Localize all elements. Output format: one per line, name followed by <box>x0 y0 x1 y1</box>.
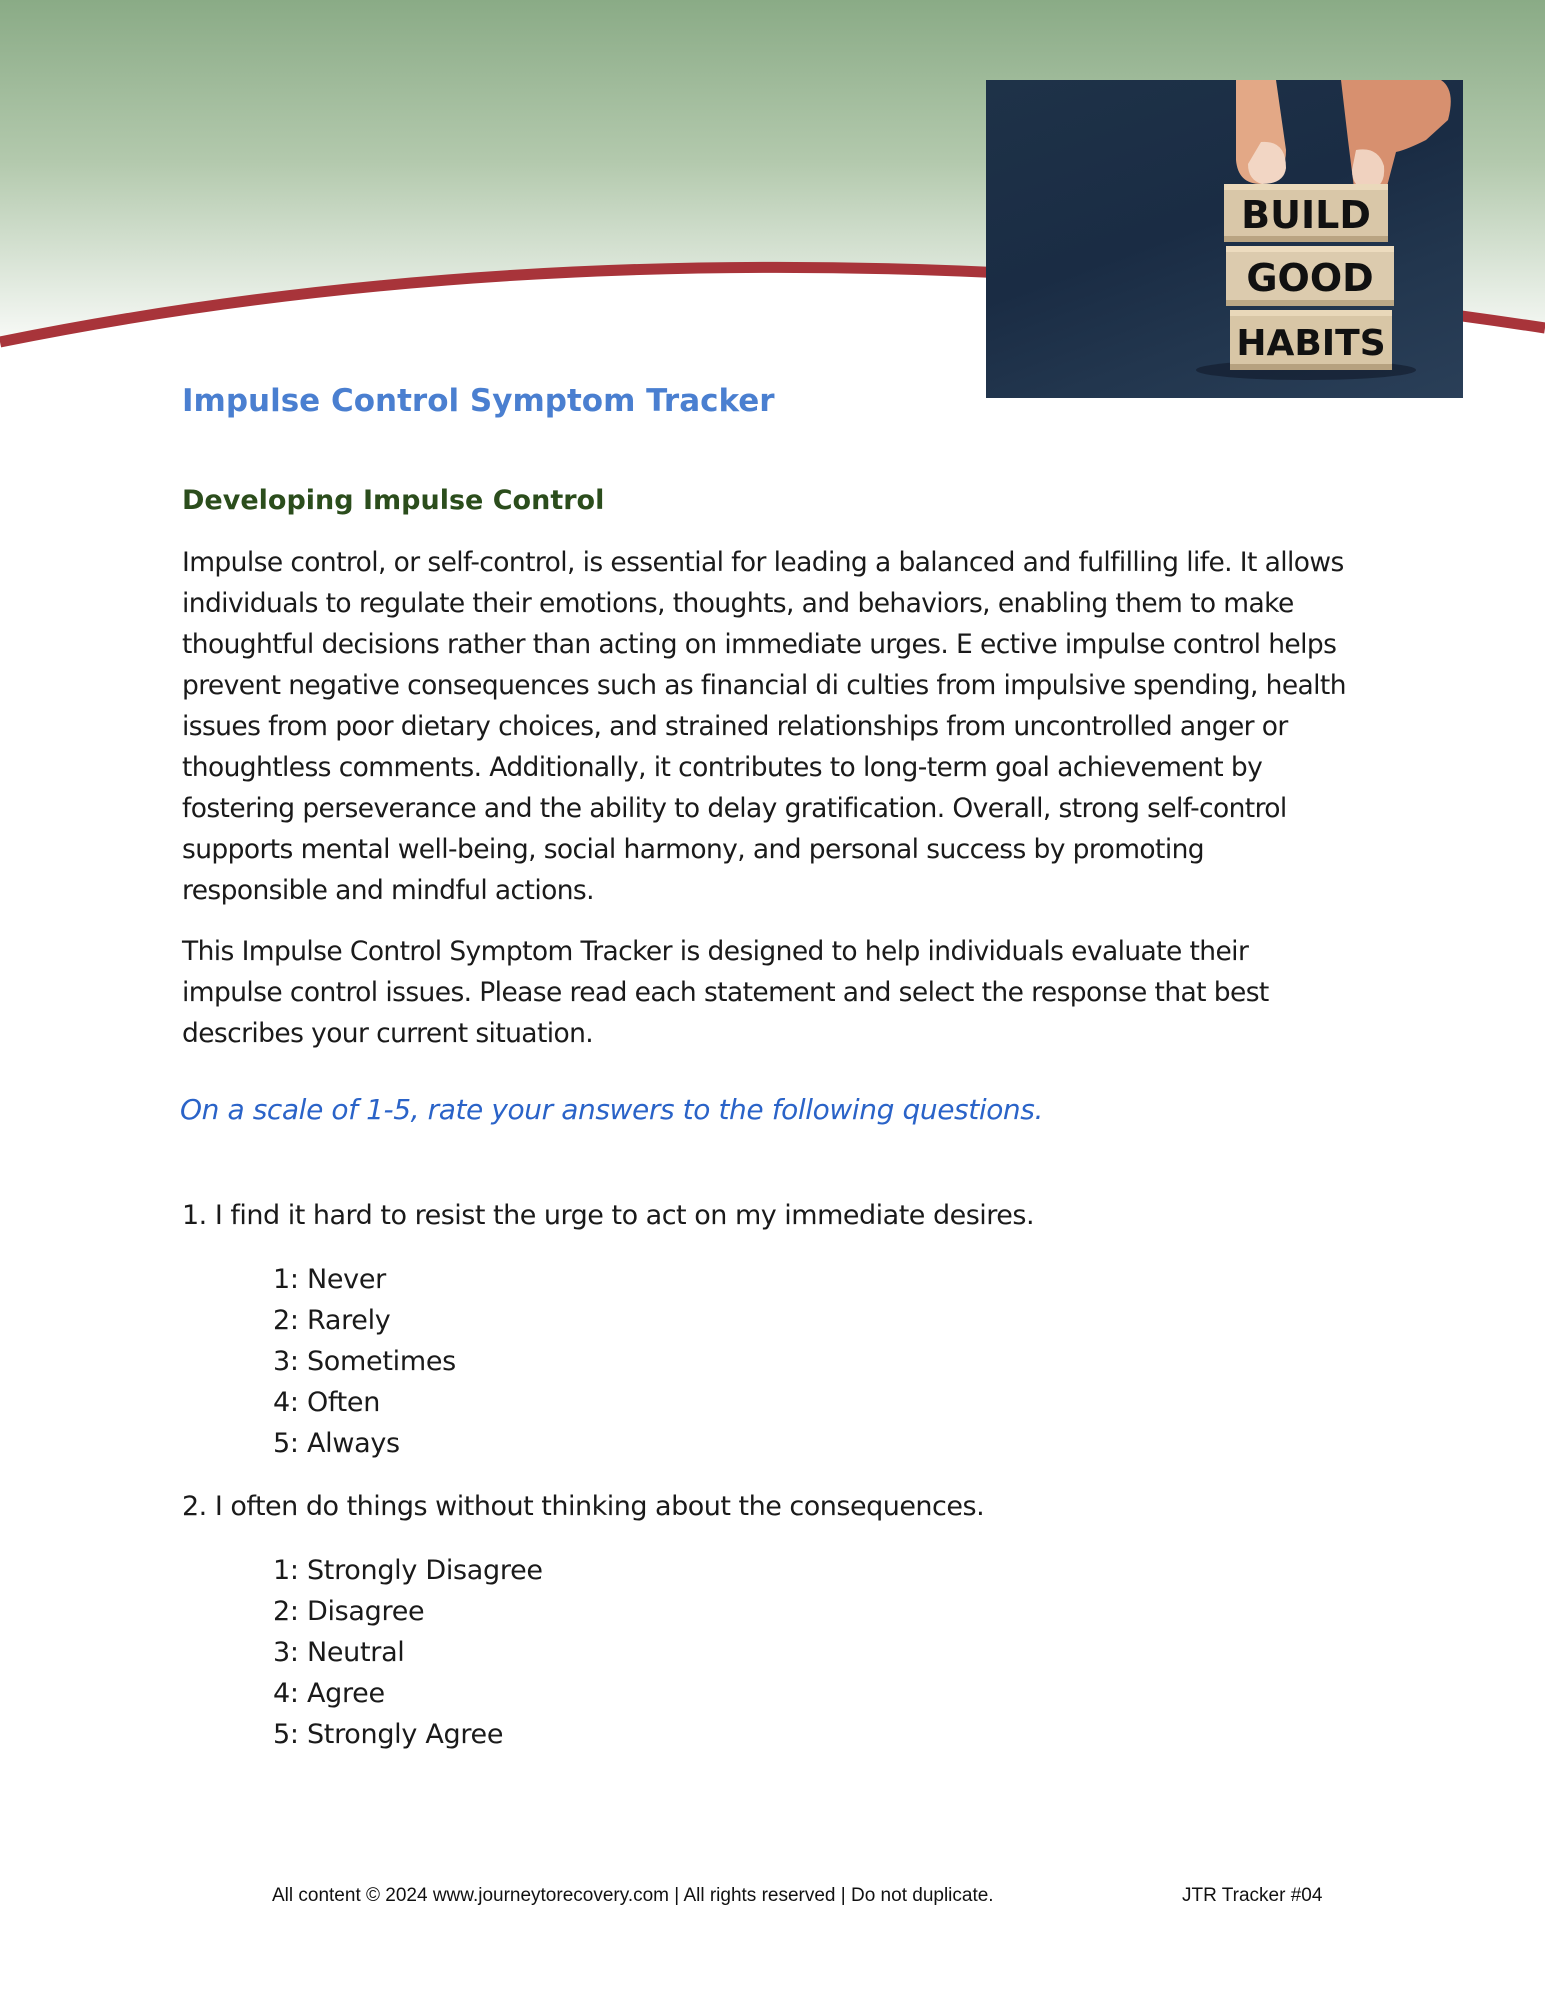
question-1-option[interactable]: 4: Often <box>273 1387 381 1418</box>
page-title: Impulse Control Symptom Tracker <box>182 383 775 419</box>
footer-tracker-id: JTR Tracker #04 <box>1182 1885 1323 1906</box>
question-2: 2. I often do things without thinking about the consequences. <box>182 1491 985 1522</box>
question-1: 1. I find it hard to resist the urge to act on my immediate desires. <box>182 1200 1035 1231</box>
block-word-build: BUILD <box>1241 193 1371 237</box>
question-2-option[interactable]: 2: Disagree <box>273 1596 425 1627</box>
block-good <box>1226 246 1394 306</box>
intro-paragraph: Impulse control, or self-control, is essential for leading a balanced and fulfilling life. It allows individuals to regulate their emotions, thoughts, and behaviors, enabling them to make thoughtful decisions rather than acting on immediate urges. E ective impulse control helps prevent negative consequences such as financial di culties from impulsive spending, health issues from poor dietary choices, and strained relationships from uncontrolled anger or thoughtless comments. Additionally, it contributes to long-term goal achievement by fostering perseverance and the ability to delay gratification. Overall, strong self-control supports mental well-being, social harmony, and personal success by promoting responsible and mindful actions. <box>182 547 1346 906</box>
footer-copyright: All content © 2024 www.journeytorecovery.com | All rights reserved | Do not duplicate. <box>272 1885 994 1906</box>
question-2-options <box>273 1550 543 1755</box>
question-1-option[interactable]: 1: Never <box>273 1264 386 1295</box>
question-2-option[interactable]: 1: Strongly Disagree <box>273 1555 543 1586</box>
block-word-habits: HABITS <box>1236 323 1386 364</box>
block-habits <box>1230 310 1392 370</box>
rating-instruction: On a scale of 1-5, rate your answers to the following questions. <box>180 1093 1043 1126</box>
question-1-option[interactable]: 3: Sometimes <box>273 1346 456 1377</box>
question-1-option[interactable]: 2: Rarely <box>273 1305 391 1336</box>
question-1-options <box>273 1259 456 1464</box>
block-build <box>1224 184 1388 242</box>
section-heading: Developing Impulse Control <box>182 485 605 516</box>
question-1-option[interactable]: 5: Always <box>273 1428 400 1459</box>
question-2-option[interactable]: 5: Strongly Agree <box>273 1719 504 1750</box>
block-word-good: GOOD <box>1246 256 1374 300</box>
build-good-habits-image <box>986 80 1463 398</box>
purpose-paragraph: This Impulse Control Symptom Tracker is designed to help individuals evaluate their impulse control issues. Please read each statement and select the response that best describes your current situation. <box>182 936 1269 1049</box>
question-2-option[interactable]: 3: Neutral <box>273 1637 405 1668</box>
question-2-option[interactable]: 4: Agree <box>273 1678 385 1709</box>
